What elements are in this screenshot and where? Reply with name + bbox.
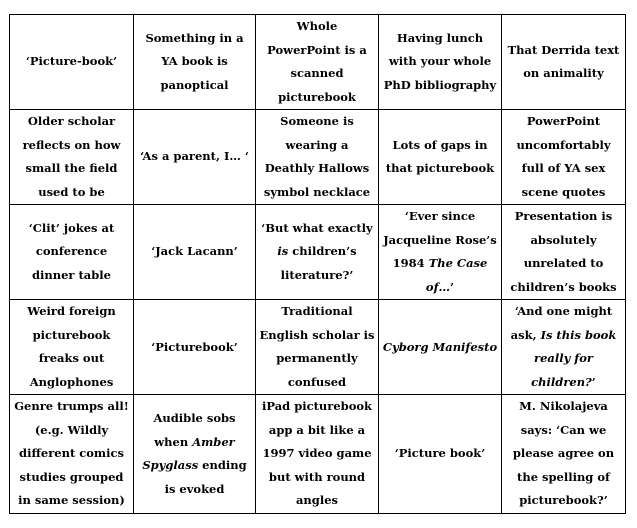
bingo-cell — [10, 15, 134, 110]
bingo-row — [10, 300, 626, 395]
bingo-cell — [134, 15, 256, 110]
bingo-cell — [379, 395, 502, 514]
bingo-row — [10, 395, 626, 514]
bingo-cell — [134, 300, 256, 395]
bingo-cell-text: M. Nikolajeva says: ‘Can we please agree on the spelling of picturebook?’ — [512, 399, 615, 508]
bingo-grid — [10, 15, 626, 514]
bingo-row — [10, 15, 626, 110]
bingo-cell — [379, 205, 502, 300]
bingo-cell-text: ’ — [591, 374, 596, 389]
bingo-cell-text: Audible sobs when — [153, 411, 236, 449]
bingo-cell-italic-text: Amber Spyglass — [142, 434, 235, 473]
bingo-row — [10, 205, 626, 300]
bingo-cell — [256, 300, 379, 395]
bingo-cell — [256, 110, 379, 205]
bingo-cell-text: ‘Picturebook’ — [151, 339, 238, 354]
bingo-cell — [379, 110, 502, 205]
bingo-cell — [134, 395, 256, 514]
bingo-cell-text: ‘Clit’ jokes at conference dinner table — [28, 220, 115, 282]
bingo-cell-text: ‘As a parent, I… ‘ — [140, 149, 249, 164]
bingo-cell-text: ‘Jack Lacann’ — [151, 244, 238, 259]
bingo-cell-text: ‘And one might ask, — [510, 304, 613, 342]
bingo-cell-italic-text: is — [277, 244, 289, 259]
bingo-cell — [10, 395, 134, 514]
bingo-cell — [502, 15, 626, 110]
bingo-card — [9, 14, 626, 514]
bingo-cell — [379, 300, 502, 395]
bingo-cell-text: Someone is wearing a Deathly Hallows symbol necklace — [263, 114, 371, 199]
bingo-cell-text: ‘Ever since Jacqueline Rose’s 1984 — [383, 209, 497, 271]
bingo-cell — [256, 15, 379, 110]
bingo-cell-text: ‘Picture book’ — [394, 446, 486, 461]
bingo-cell-italic-text: Cyborg Manifesto — [382, 339, 498, 354]
bingo-cell — [502, 205, 626, 300]
bingo-cell — [379, 15, 502, 110]
bingo-cell — [10, 300, 134, 395]
bingo-cell-text: ending is evoked — [164, 458, 247, 496]
bingo-cell-text: Presentation is absolutely unrelated to children’s books — [510, 209, 617, 294]
bingo-cell — [134, 110, 256, 205]
bingo-cell — [502, 300, 626, 395]
bingo-cell — [256, 205, 379, 300]
bingo-cell-text: Weird foreign picturebook freaks out Anglophones — [27, 304, 116, 389]
bingo-cell-text: iPad picturebook app a bit like a 1997 video game but with round angles — [261, 399, 372, 508]
bingo-cell — [134, 205, 256, 300]
bingo-cell-text: PowerPoint uncomfortably full of YA sex scene quotes — [516, 114, 611, 199]
bingo-cell — [10, 205, 134, 300]
bingo-cell-text: ‘Picture-book’ — [25, 54, 118, 69]
bingo-cell-text: ’ — [450, 279, 455, 294]
bingo-cell-text: Having lunch with your whole PhD bibliography — [383, 30, 497, 92]
bingo-cell-text: Whole PowerPoint is a scanned picturebook — [267, 19, 367, 104]
bingo-cell-text: children’s literature?’ — [280, 244, 357, 282]
bingo-row — [10, 110, 626, 205]
bingo-cell-text: Traditional English scholar is permanently confused — [259, 304, 375, 389]
bingo-cell-italic-text: Is this book really for children? — [531, 327, 617, 389]
bingo-cell-text: Lots of gaps in that picturebook — [385, 137, 495, 176]
bingo-cell — [502, 110, 626, 205]
bingo-cell — [256, 395, 379, 514]
bingo-cell-text: Something in a YA book is panoptical — [145, 30, 244, 92]
bingo-cell-text: Older scholar reflects on how small the field used to be — [22, 114, 121, 199]
bingo-cell — [10, 110, 134, 205]
bingo-cell-text: That Derrida text on animality — [507, 42, 620, 81]
bingo-cell-text: ‘But what exactly — [261, 220, 373, 235]
bingo-cell — [502, 395, 626, 514]
bingo-cell-text: Genre trumps all! (e.g. Wildly different comics studies grouped in same session) — [14, 399, 129, 508]
bingo-cell-italic-text: The Case of… — [425, 256, 488, 294]
